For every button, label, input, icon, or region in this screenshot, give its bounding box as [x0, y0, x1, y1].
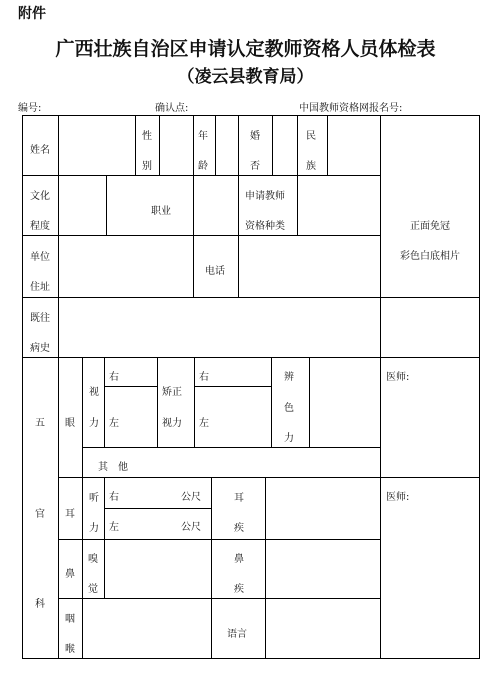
- confirm-point-label: 确认点:: [155, 103, 189, 114]
- hearing-right-label: 右: [109, 492, 119, 503]
- vision-label-1: 视: [89, 387, 99, 398]
- smell-label-2: 觉: [88, 584, 98, 595]
- registration-number-label: 中国教师资格网报名号:: [299, 103, 403, 114]
- history-label-2: 病史: [30, 343, 50, 354]
- apply-type-label-2: 资格种类: [245, 221, 285, 232]
- phone-label: 电话: [205, 266, 225, 277]
- form-subtitle: （凌云县教育局）: [177, 67, 314, 87]
- eye-doctor-label: 医师:: [386, 372, 410, 383]
- corrected-right-label: 右: [199, 372, 209, 383]
- age-label-2: 龄: [198, 161, 208, 172]
- photo-label-1: 正面免冠: [410, 221, 450, 232]
- speech-label: 语言: [227, 629, 247, 640]
- gender-label-1: 性: [142, 131, 152, 142]
- address-label-2: 住址: [30, 282, 50, 293]
- color-vision-label-2: 色: [284, 403, 294, 414]
- corrected-vision-label-1: 矫正: [162, 387, 182, 398]
- vision-right-label: 右: [109, 372, 119, 383]
- nose-label: 鼻: [65, 569, 75, 580]
- serial-number-label: 编号:: [18, 103, 42, 114]
- marriage-label-2: 否: [250, 161, 260, 172]
- ear-label: 耳: [65, 509, 75, 520]
- eye-other-label: 其 他: [98, 462, 128, 473]
- address-label-1: 单位: [30, 252, 50, 263]
- ear-disease-label-1: 耳: [234, 493, 244, 504]
- form-title: 广西壮族自治区申请认定教师资格人员体检表: [55, 38, 436, 60]
- ent-label-sense: 官: [35, 509, 45, 520]
- hearing-label-1: 听: [89, 493, 99, 504]
- color-vision-label-1: 辨: [284, 372, 294, 383]
- photo-label-2: 彩色白底相片: [400, 251, 460, 262]
- ent-doctor-label: 医师:: [386, 492, 410, 503]
- ear-disease-label-2: 疾: [234, 523, 244, 534]
- color-vision-label-3: 力: [284, 433, 294, 444]
- vision-left-label: 左: [109, 418, 119, 429]
- corrected-left-label: 左: [199, 418, 209, 429]
- ent-label-five: 五: [35, 418, 45, 429]
- education-label-1: 文化: [30, 191, 50, 202]
- marriage-label-1: 婚: [250, 131, 260, 142]
- hearing-label-2: 力: [89, 523, 99, 534]
- attachment-label: 附件: [18, 6, 46, 22]
- vision-label-2: 力: [89, 418, 99, 429]
- apply-type-label-1: 申请教师: [245, 191, 285, 202]
- education-label-2: 程度: [30, 221, 50, 232]
- ent-label-dept: 科: [35, 599, 45, 610]
- name-label: 姓名: [30, 145, 50, 156]
- corrected-vision-label-2: 视力: [162, 418, 182, 429]
- hearing-right-unit: 公尺: [181, 492, 201, 503]
- ethnic-label-1: 民: [306, 131, 316, 142]
- hearing-left-unit: 公尺: [181, 522, 201, 533]
- history-label-1: 既往: [30, 313, 50, 324]
- age-label-1: 年: [198, 131, 208, 142]
- smell-label-1: 嗅: [88, 554, 98, 565]
- nose-disease-label-2: 疾: [234, 584, 244, 595]
- throat-label-1: 咽: [65, 614, 75, 625]
- gender-label-2: 别: [142, 161, 152, 172]
- occupation-label: 职业: [151, 206, 171, 217]
- throat-label-2: 喉: [65, 644, 75, 655]
- ethnic-label-2: 族: [306, 161, 316, 172]
- nose-disease-label-1: 鼻: [234, 554, 244, 565]
- eye-label: 眼: [65, 418, 75, 429]
- hearing-left-label: 左: [109, 522, 119, 533]
